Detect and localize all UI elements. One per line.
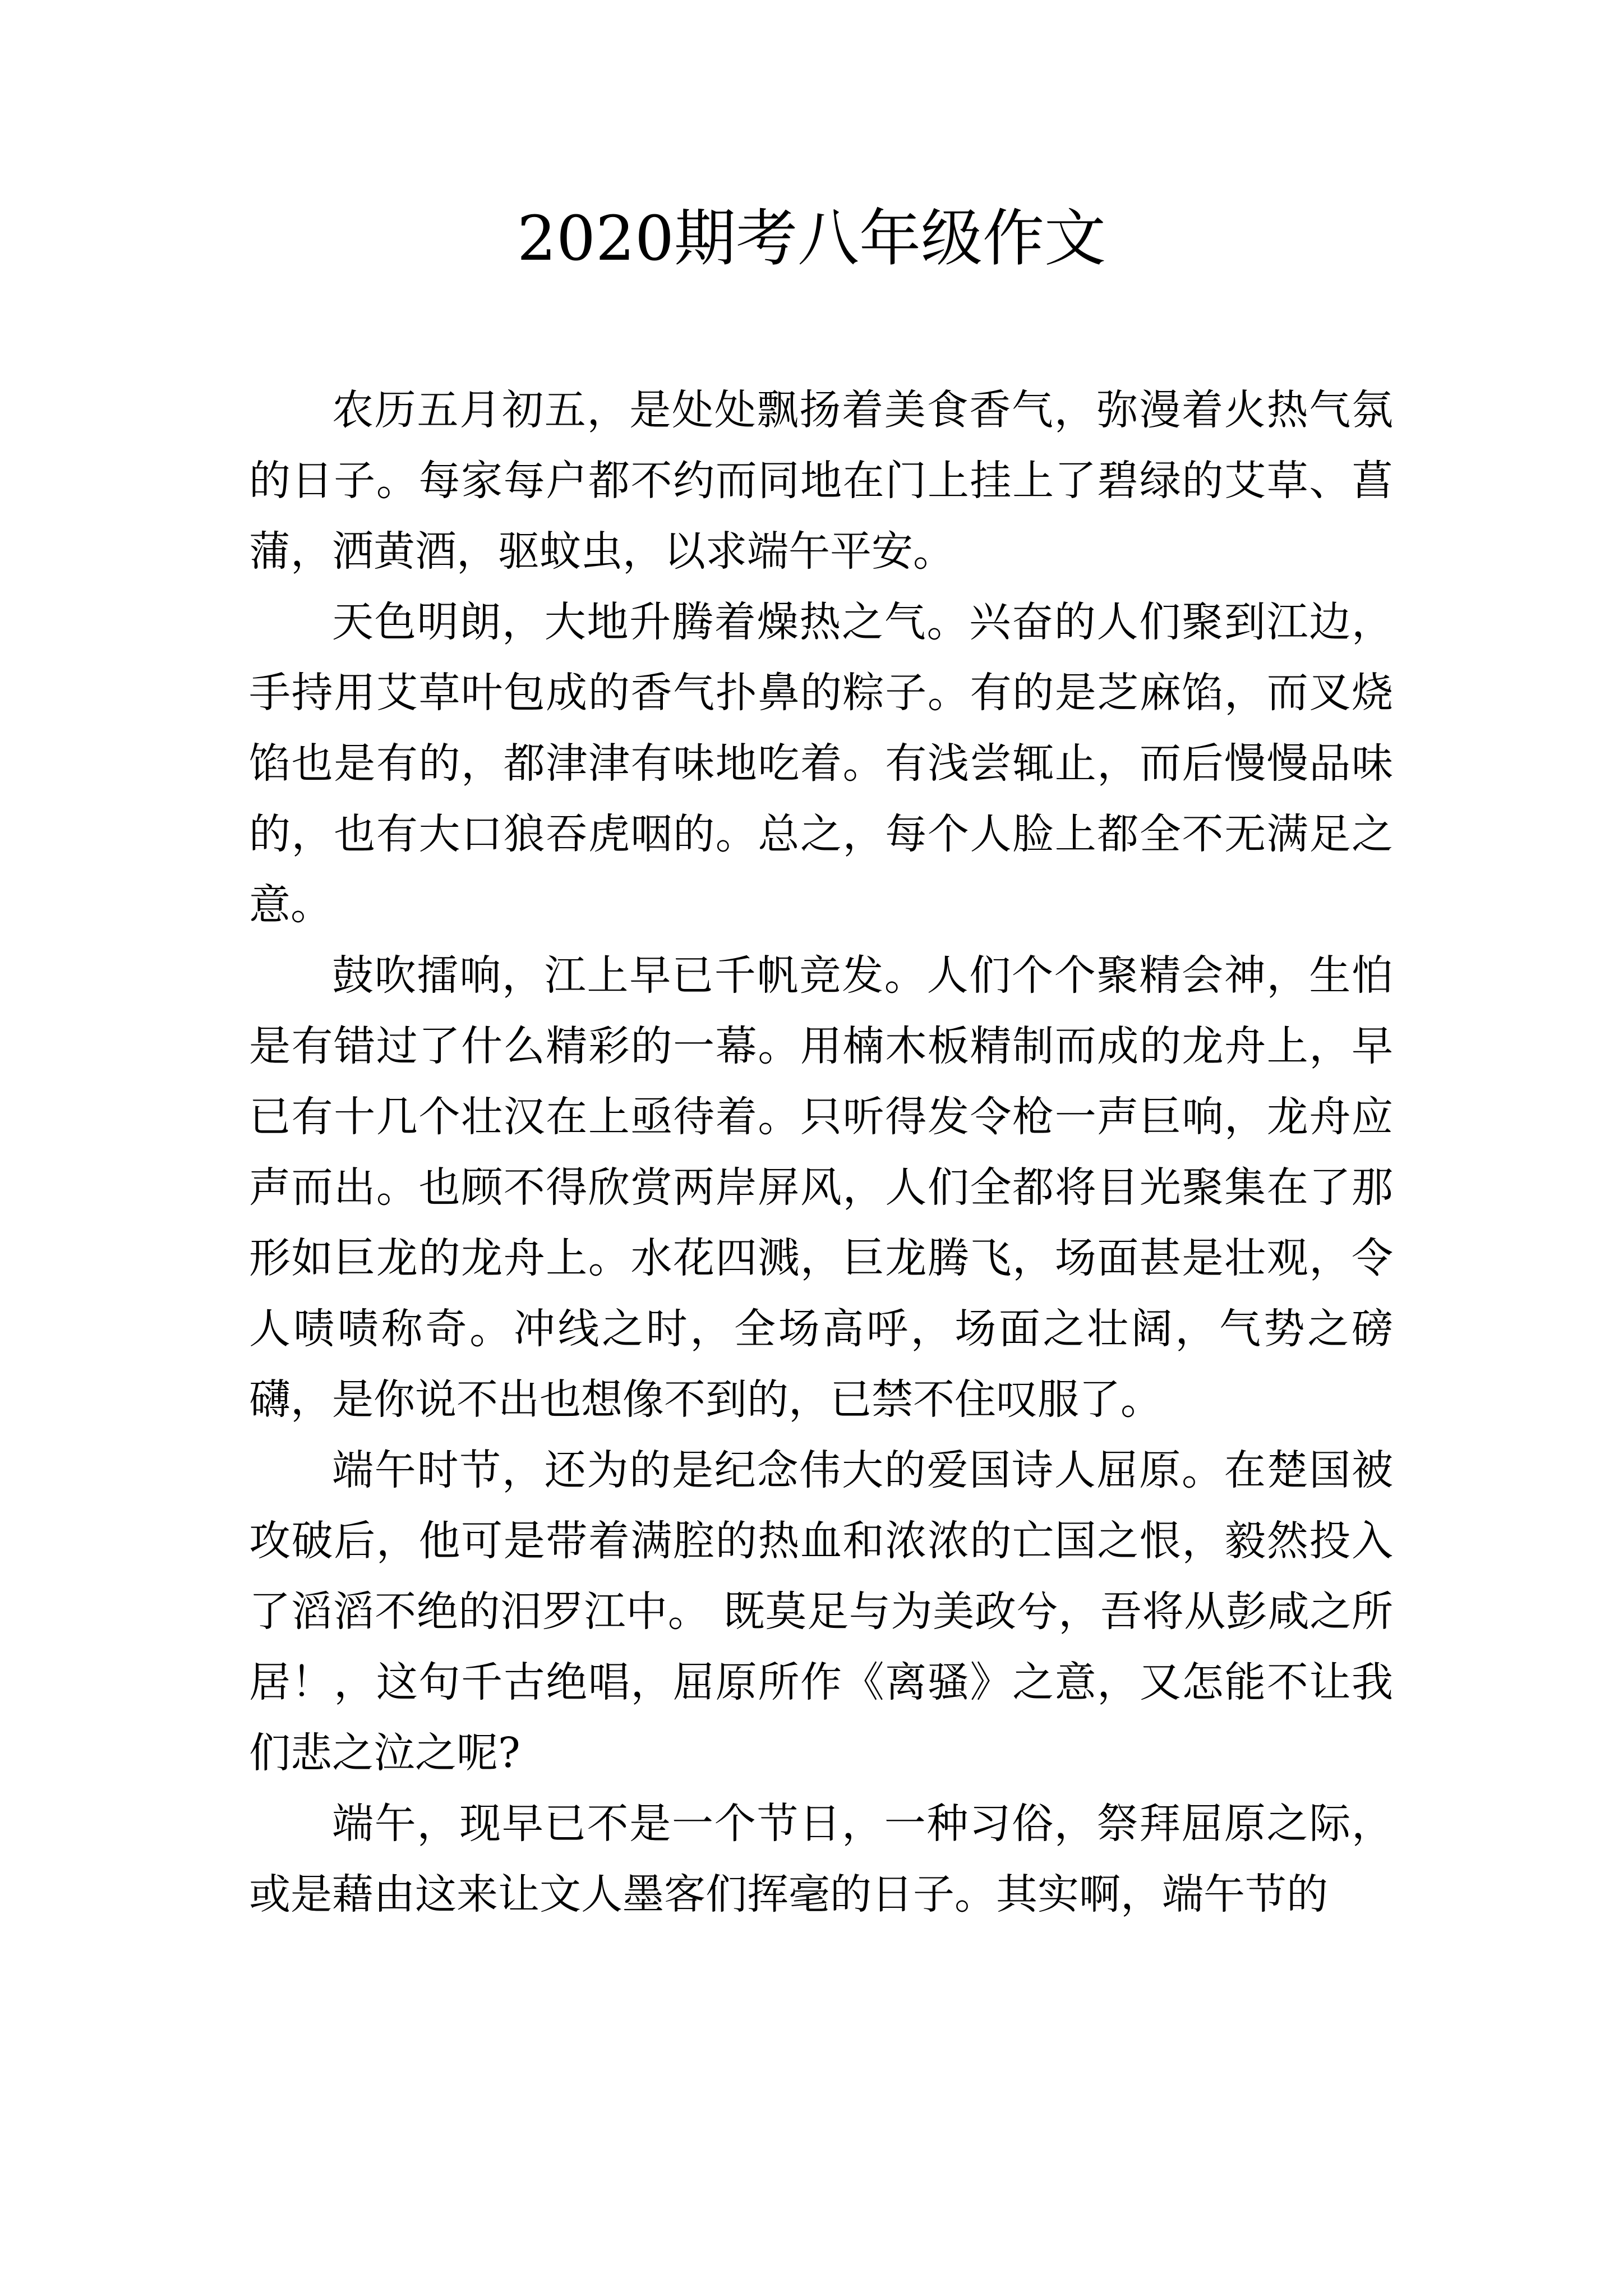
paragraph: 鼓吹擂响，江上早已千帆竞发。人们个个聚精会神，生怕是有错过了什么精彩的一幕。用楠木板精制而成的龙舟上，早已有十几个壮汉在上亟待着。只听得发令枪一声巨响，龙舟应声而出。也顾不得欣赏两岸屏风，人们全都将目光聚集在了那形如巨龙的龙舟上。水花四溅，巨龙腾飞，场面甚是壮观，令人啧啧称奇。冲线之时，全场高呼，场面之壮阔，气势之磅礴，是你说不出也想像不到的，已禁不住叹服了。 — [249, 951, 1393, 1424]
paragraph: 农历五月初五，是处处飘扬着美食香气，弥漫着火热气氛的日子。每家每户都不约而同地在门上挂上了碧绿的艾草、菖蒲，洒黄酒，驱蚊虫，以求端午平安。 — [249, 386, 1393, 576]
paragraph: 端午，现早已不是一个节日，一种习俗，祭拜屈原之际，或是藉由这来让文人墨客们挥毫的日子。其实啊，端午节的 — [249, 1800, 1393, 1918]
paragraph: 端午时节，还为的是纪念伟大的爱国诗人屈原。在楚国被攻破后，他可是带着满腔的热血和浓浓的亡国之恨，毅然投入了滔滔不绝的汨罗江中。 既莫足与为美政兮，吾将从彭咸之所居！，这句千古绝唱，屈原所作《离骚》之意，又怎能不让我们悲之泣之呢? — [249, 1446, 1393, 1777]
paragraph: 天色明朗，大地升腾着燥热之气。兴奋的人们聚到江边，手持用艾草叶包成的香气扑鼻的粽子。有的是芝麻馅，而叉烧馅也是有的，都津津有味地吃着。有浅尝辄止，而后慢慢品味的，也有大口狼吞虎咽的。总之，每个人脸上都全不无满足之意。 — [249, 598, 1393, 929]
document-title: 2020期考八年级作文 — [517, 203, 1106, 274]
document-body — [249, 375, 1393, 1930]
